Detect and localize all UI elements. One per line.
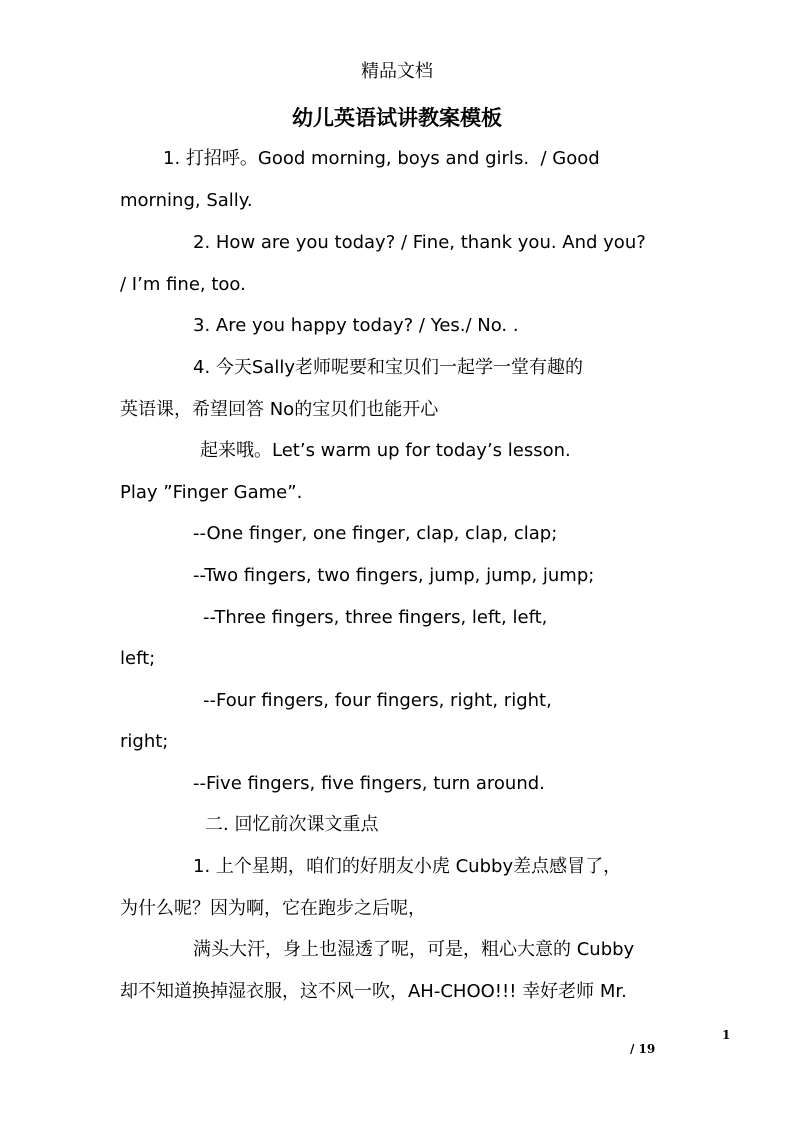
page-total: / 19 <box>630 1042 656 1056</box>
document-title: 幼儿英语试讲教案模板 <box>292 105 502 130</box>
body-line-8: 起来哦。Let’s warm up for today’s lesson. <box>200 440 571 461</box>
document-header: 精品文档 <box>361 61 433 82</box>
body-line-3: 2. How are you today? / Fine, thank you. And you? <box>193 232 646 253</box>
body-line-1: 1. 打招呼。Good morning, boys and girls. / Good <box>163 148 600 169</box>
body-line-18: 为什么呢？因为啊，它在跑步之后呢， <box>120 898 426 919</box>
body-line-14: --Four fingers, four fingers, right, right, <box>203 690 552 711</box>
body-line-4: / I’m fine, too. <box>120 274 246 295</box>
body-line-15: right; <box>120 731 169 752</box>
body-line-5: 3. Are you happy today? / Yes./ No. . <box>193 315 519 336</box>
body-line-16: --Five fingers, five fingers, turn around. <box>193 773 545 794</box>
body-line-6: 4. 今天Sally老师呢要和宝贝们一起学一堂有趣的 <box>193 357 584 378</box>
body-line-20: 却不知道换掉湿衣服，这不风一吹，AH-CHOO!!! 幸好老师 Mr. <box>120 981 627 1002</box>
body-line-19: 满头大汗，身上也湿透了呢，可是，粗心大意的 Cubby <box>193 939 635 960</box>
body-line-13: left; <box>120 648 156 669</box>
body-line-11: --Two fingers, two fingers, jump, jump, jump; <box>193 565 595 586</box>
body-line-2: morning, Sally. <box>120 190 253 211</box>
body-line-9: Play ”Finger Game”. <box>120 482 303 503</box>
body-line-10: --One finger, one finger, clap, clap, clap; <box>193 523 558 544</box>
body-line-7: 英语课，希望回答 No的宝贝们也能开心 <box>120 399 439 420</box>
page-number: 1 <box>722 1028 731 1042</box>
body-line-17: 1. 上个星期，咱们的好朋友小虎 Cubby差点感冒了， <box>193 856 622 877</box>
section-heading: 二. 回忆前次课文重点 <box>205 814 379 835</box>
body-line-12: --Three fingers, three fingers, left, left, <box>203 607 548 628</box>
